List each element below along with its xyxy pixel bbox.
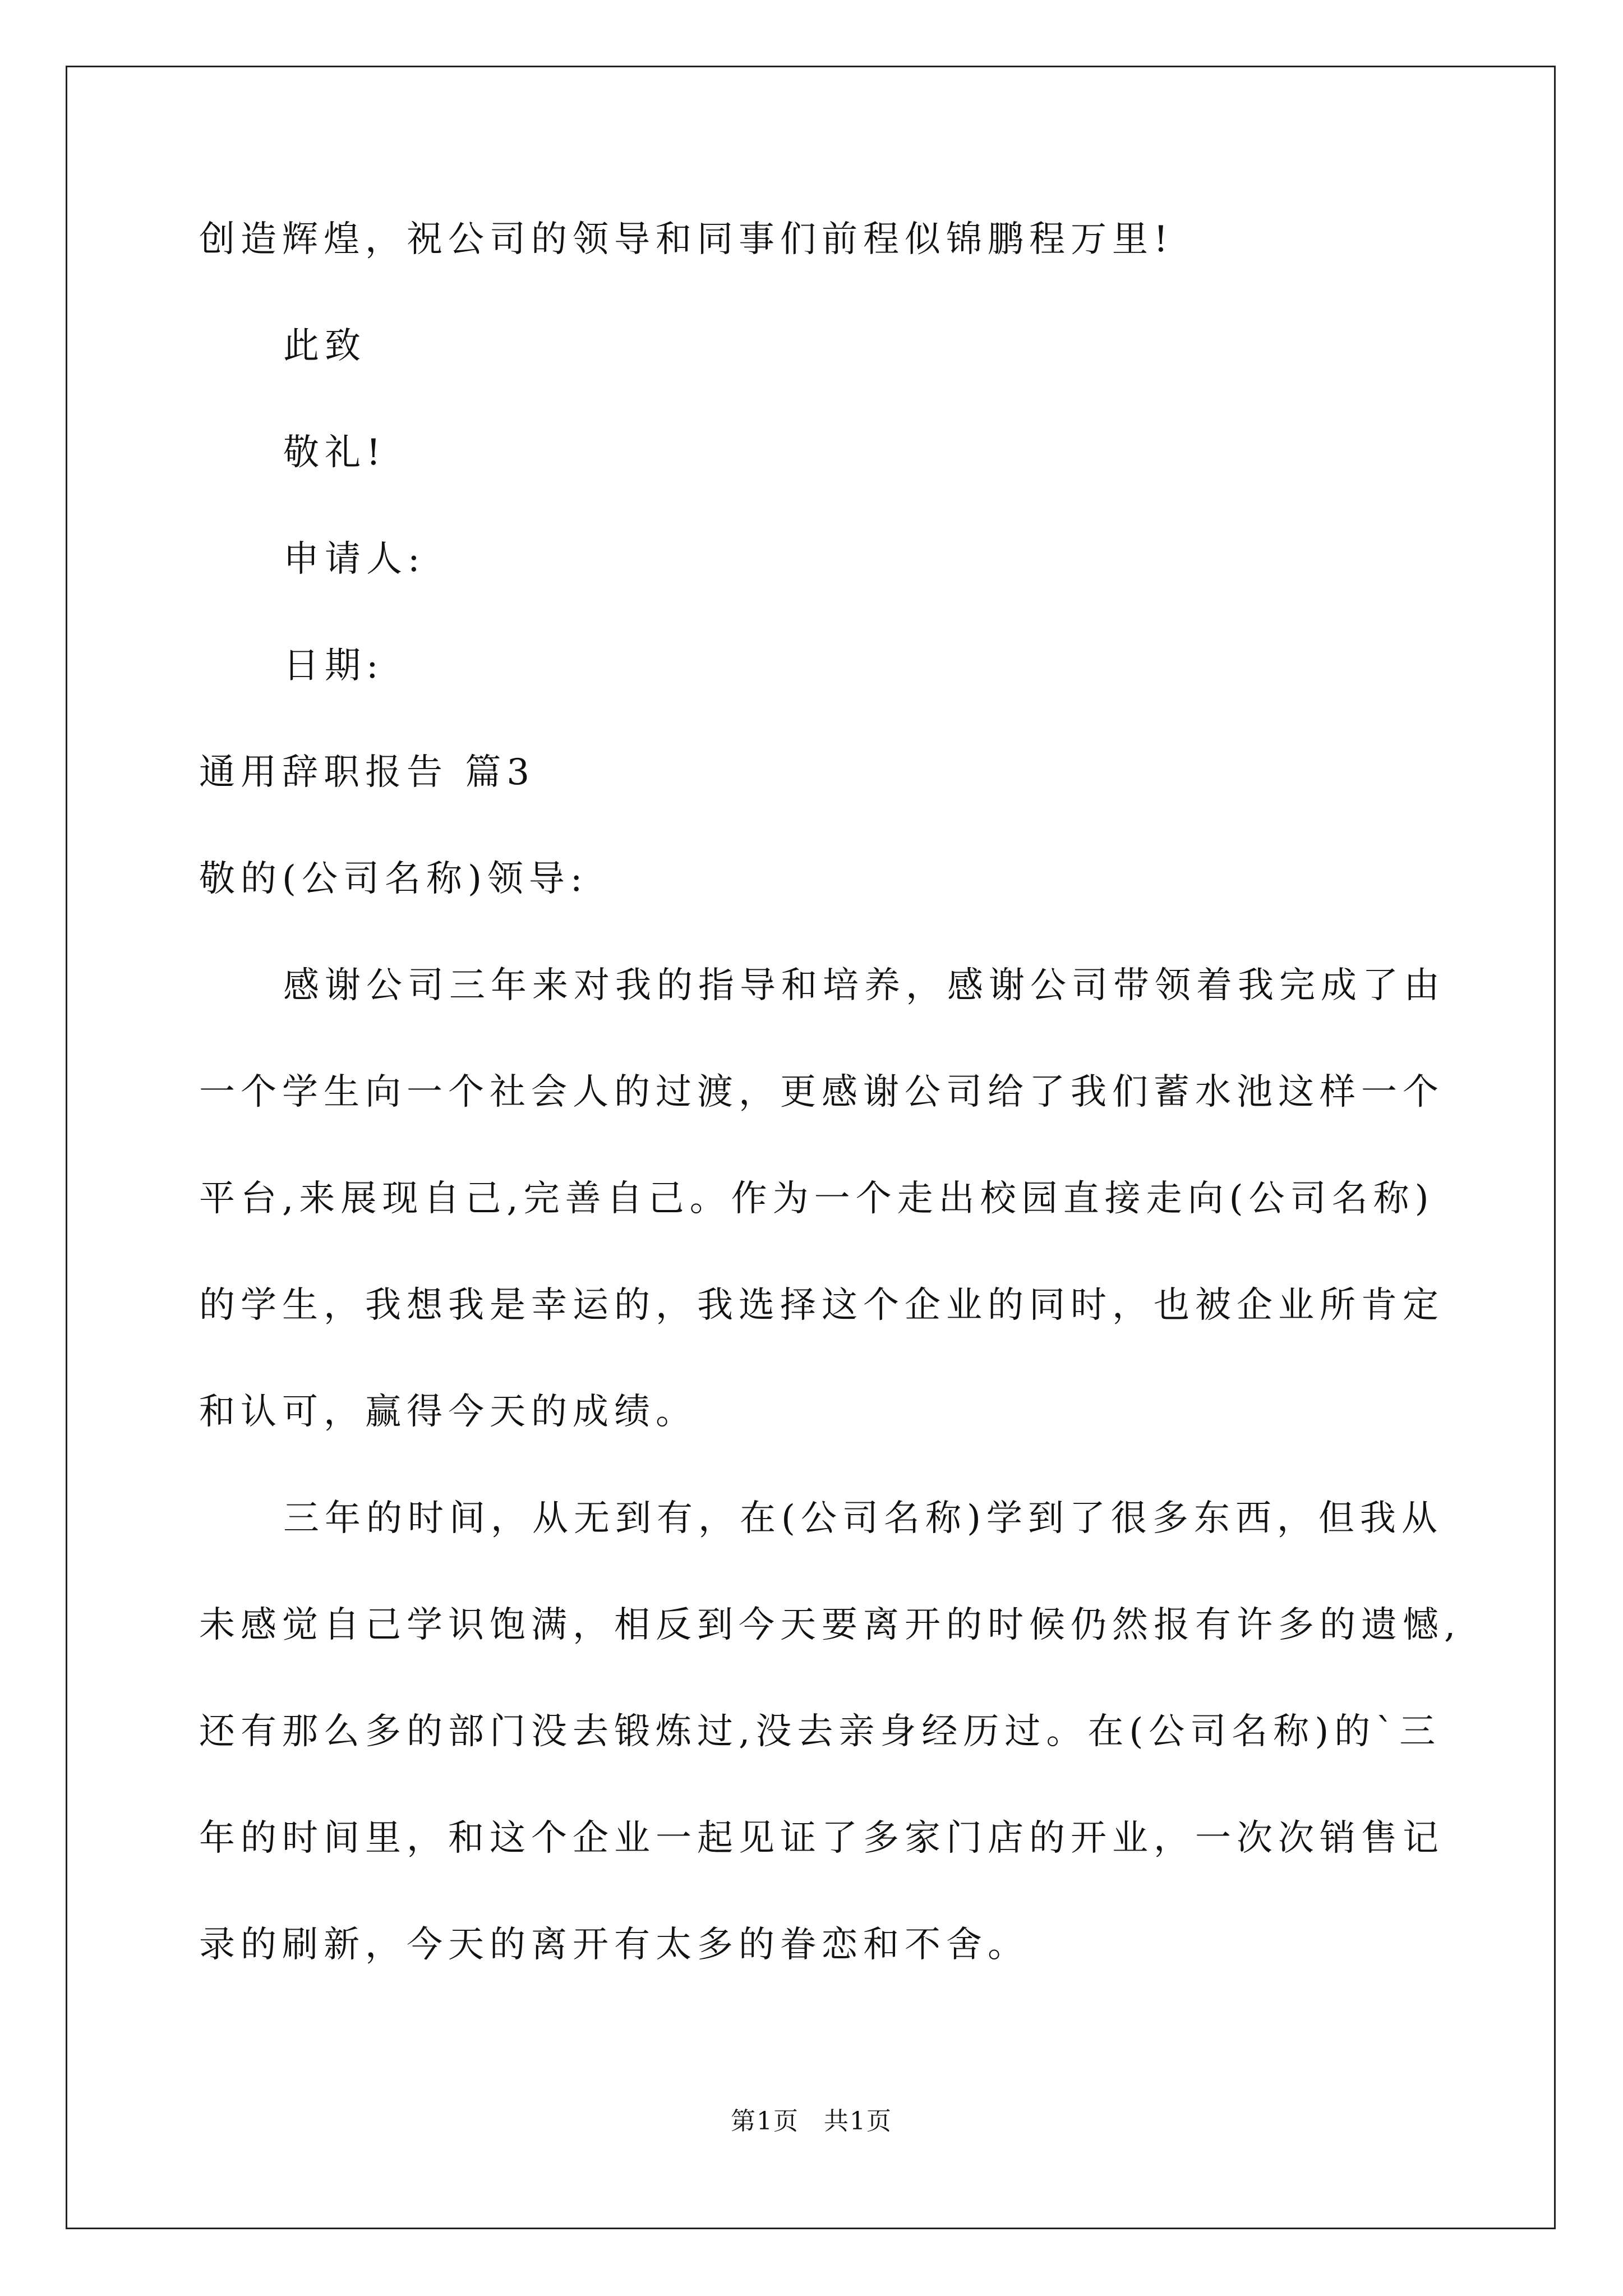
paragraph-line: 平台,来展现自己,完善自己。作为一个走出校园直接走向(公司名称) xyxy=(199,1178,1435,1220)
page-total: 共1页 xyxy=(824,2107,892,2136)
applicant-label: 申请人: xyxy=(283,539,426,580)
paragraph-line: 年的时间里，和这个企业一起见证了多家门店的开业，一次次销售记 xyxy=(199,1818,1444,1859)
page-footer xyxy=(0,2109,1623,2134)
paragraph-line: 感谢公司三年来对我的指导和培养，感谢公司带领着我完成了由 xyxy=(283,965,1445,1006)
section-heading: 通用辞职报告 篇3 xyxy=(199,752,536,793)
paragraph-line: 录的刷新，今天的离开有太多的眷恋和不舍。 xyxy=(199,1924,1029,1966)
salutation-cizhi: 此致 xyxy=(283,325,366,367)
paragraph-line: 三年的时间，从无到有，在(公司名称)学到了很多东西，但我从 xyxy=(283,1498,1443,1539)
date-label: 日期: xyxy=(283,645,384,687)
document-body xyxy=(199,219,1461,2033)
paragraph-line: 未感觉自己学识饱满，相反到今天要离开的时候仍然报有许多的遗憾, xyxy=(199,1604,1461,1646)
paragraph-line: 还有那么多的部门没去锻炼过,没去亲身经历过。在(公司名称)的`三 xyxy=(199,1711,1441,1752)
paragraph-line: 的学生，我想我是幸运的，我选择这个企业的同时，也被企业所肯定 xyxy=(199,1285,1444,1326)
letter-greeting: 敬的(公司名称)领导: xyxy=(199,858,588,900)
page-number: 第1页 xyxy=(731,2107,799,2136)
salutation-jingli: 敬礼! xyxy=(283,432,386,473)
closing-wish-line: 创造辉煌，祝公司的领导和同事们前程似锦鹏程万里! xyxy=(199,219,1174,260)
paragraph-line: 一个学生向一个社会人的过渡，更感谢公司给了我们蓄水池这样一个 xyxy=(199,1071,1444,1113)
paragraph-line: 和认可，赢得今天的成绩。 xyxy=(199,1391,697,1433)
